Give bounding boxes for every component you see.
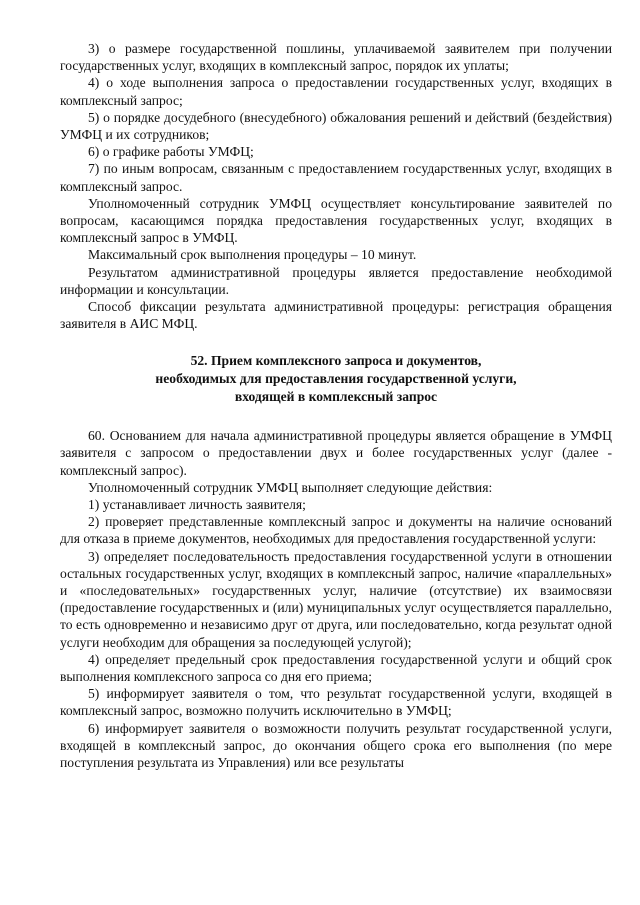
paragraph: 3) определяет последовательность предоставления государственной услуги в отношении остальных государственных услуг, входящих в комплексный запрос, наличие «параллельных» и «последовательных» государственных услуг, наличие (отсутствие) их взаимосвязи (предоставление государственных и (или) муниципальных услуг осуществляется параллельно, то есть одновременно и независимо друг от друга, или последовательно, когда результат одной услуги необходим для обращения за последующей услугой);	[60, 548, 612, 650]
paragraph: Максимальный срок выполнения процедуры – 10 минут.	[88, 247, 417, 263]
paragraph: 3) о размере государственной пошлины, уплачиваемой заявителем при получении государственных услуг, входящих в комплексный запрос, порядок их уплаты;	[60, 41, 612, 74]
paragraph: 6) информирует заявителя о возможности получить результат государственной услуги, входящей в комплексный запрос, до окончания общего срока его выполнения (по мере поступления результата из Управления) или все результаты	[60, 720, 612, 771]
section-heading-line: 52. Прием комплексного запроса и документов,	[190, 353, 482, 369]
paragraph: 2) проверяет представленные комплексный запрос и документы на наличие оснований для отказа в приеме документов, необходимых для предоставления государственной услуги:	[60, 514, 612, 547]
paragraph: 5) информирует заявителя о том, что результат государственной услуги, входящей в комплексный запрос, возможно получить исключительно в УМФЦ;	[60, 686, 612, 719]
paragraph: 4) определяет предельный срок предоставления государственной услуги и общий срок выполнения комплексного запроса со дня его приема;	[60, 651, 612, 685]
section-heading-line: входящей в комплексный запрос	[234, 388, 438, 404]
paragraph: Уполномоченный сотрудник УМФЦ осуществляет консультирование заявителей по вопросам, касающимся порядка предоставления государственных услуг, входящих в комплексный запрос в УМФЦ.	[60, 195, 612, 246]
section-heading	[60, 352, 612, 405]
paragraph: Результатом административной процедуры является предоставление необходимой информации и консультации.	[60, 264, 612, 297]
paragraph: 1) устанавливает личность заявителя;	[88, 497, 306, 513]
document-page	[60, 40, 612, 771]
section-heading-line: необходимых для предоставления государственной услуги,	[155, 371, 517, 387]
paragraph: 60. Основанием для начала административной процедуры является обращение в УМФЦ заявителя с запросом о предоставлении двух и более государственных услуг (далее - комплексный запрос).	[60, 428, 612, 478]
paragraph: 6) о графике работы УМФЦ;	[88, 144, 254, 160]
paragraph: 7) по иным вопросам, связанным с предоставлением государственных услуг, входящих в комплексный запрос.	[60, 161, 612, 194]
paragraph: 4) о ходе выполнения запроса о предоставлении государственных услуг, входящих в комплексный запрос;	[60, 75, 612, 108]
paragraph: 5) о порядке досудебного (внесудебного) обжалования решений и действий (бездействия) УМФЦ и их сотрудников;	[60, 109, 612, 143]
paragraph: Способ фиксации результата административной процедуры: регистрация обращения заявителя в АИС МФЦ.	[60, 299, 612, 332]
paragraph: Уполномоченный сотрудник УМФЦ выполняет следующие действия:	[88, 479, 493, 495]
